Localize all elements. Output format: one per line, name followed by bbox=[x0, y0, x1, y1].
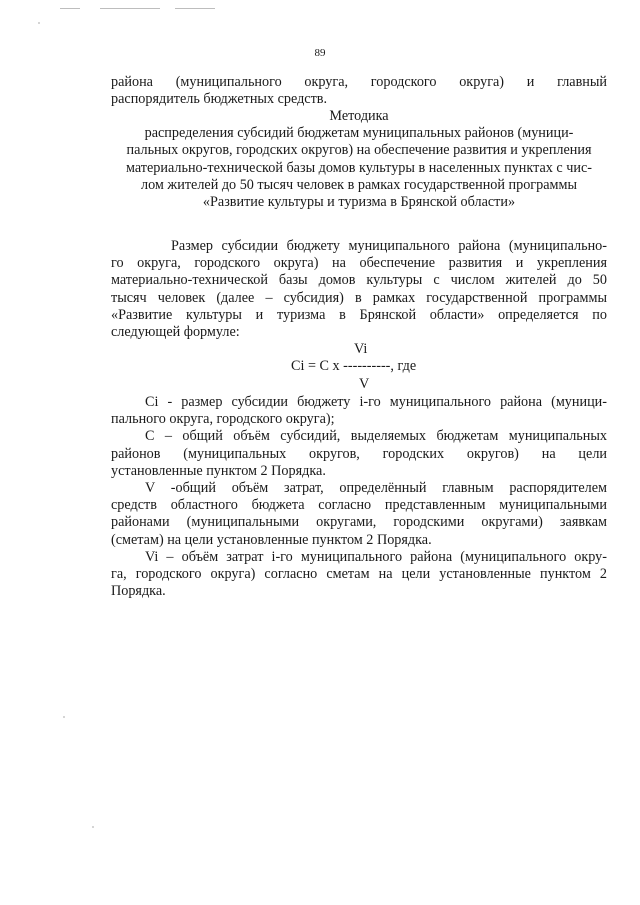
definition-line: средств областного бюджета согласно представленным муниципальными bbox=[111, 497, 607, 514]
title-line: распределения субсидий бюджетам муниципальных районов (муници- bbox=[144, 125, 574, 142]
formula-numerator: Vi bbox=[354, 341, 368, 357]
title-line: пальных округов, городских округов) на обеспечение развития и укрепления bbox=[126, 142, 592, 159]
intro-text bbox=[111, 74, 607, 108]
definition-line: (сметам) на цели установленные пунктом 2 Порядка. bbox=[111, 531, 432, 548]
title-line: лом жителей до 50 тысяч человек в рамках государственной программы bbox=[141, 176, 577, 193]
intro-line: распорядитель бюджетных средств. bbox=[111, 91, 328, 108]
paragraph-line: тысяч человек (далее – субсидия) в рамках государственной программы bbox=[111, 289, 607, 306]
paragraph-line: го округа, городского округа) на обеспечение развития и укрепления bbox=[111, 255, 607, 272]
scan-artifact bbox=[63, 716, 65, 718]
scan-artifact bbox=[38, 22, 40, 24]
document-title bbox=[111, 108, 607, 211]
definition-line: Ci - размер субсидии бюджету i-го муниципального района (муници- bbox=[145, 394, 607, 410]
scan-artifact bbox=[175, 8, 215, 9]
definition-line: C – общий объём субсидий, выделяемых бюджетам муниципальных bbox=[145, 428, 607, 445]
intro-line: района (муниципального округа, городского округа) и главный bbox=[111, 74, 607, 90]
paragraph-line: «Развитие культуры и туризма в Брянской области» определяется по bbox=[111, 306, 607, 323]
definition-line: районов (муниципальных округов, городских округов) на цели bbox=[111, 445, 607, 462]
title-line: материально-технической базы домов культуры в населенных пунктах с чис- bbox=[126, 159, 592, 176]
paragraph-line: следующей формуле: bbox=[111, 324, 240, 341]
scan-artifact bbox=[92, 826, 94, 828]
scan-artifact bbox=[60, 8, 80, 9]
paragraph-line: Размер субсидии бюджету муниципального района (муниципально- bbox=[171, 238, 607, 254]
scan-artifact bbox=[100, 8, 160, 9]
definition-line: пального округа, городского округа); bbox=[111, 411, 335, 428]
definition-line: га, городского округа) согласно сметам на цели установленные пунктом 2 bbox=[111, 566, 607, 583]
paragraph-subsidy-size bbox=[111, 238, 607, 341]
definition-line: районами (муниципальными округами, городскими округами) заявкам bbox=[111, 514, 607, 531]
definitions bbox=[111, 394, 607, 600]
definition-line: Порядка. bbox=[111, 583, 166, 600]
formula-main: Ci = C x ----------, где bbox=[291, 358, 417, 374]
definition-line: установленные пунктом 2 Порядка. bbox=[111, 462, 326, 479]
page-number: 89 bbox=[314, 47, 326, 59]
definition-line: V -общий объём затрат, определённый главным распорядителем bbox=[145, 480, 607, 497]
formula-denominator: V bbox=[359, 376, 370, 392]
paragraph-line: материально-технической базы домов культуры с числом жителей до 50 bbox=[111, 272, 607, 289]
title-heading: Методика bbox=[329, 108, 389, 124]
title-line: «Развитие культуры и туризма в Брянской области» bbox=[202, 194, 516, 211]
definition-line: Vi – объём затрат i-го муниципального района (муниципального окру- bbox=[145, 548, 607, 565]
